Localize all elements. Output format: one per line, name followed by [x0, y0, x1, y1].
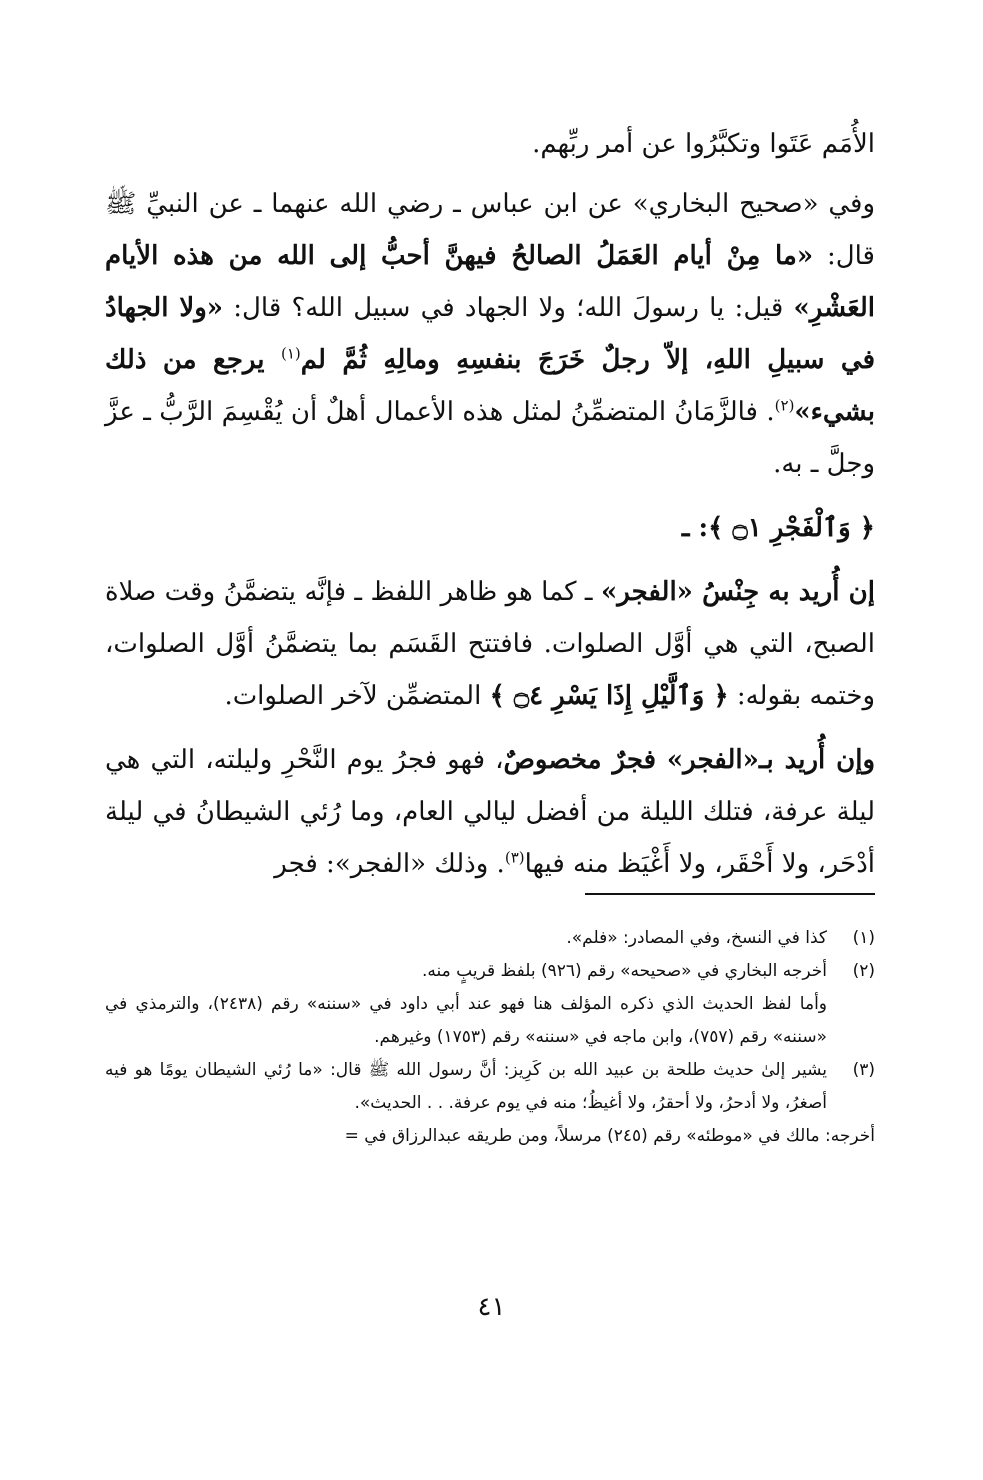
p2-text-f: . فالزَّمَانُ المتضمِّنُ لمثل هذه الأعمال أهلٌ أن يُقْسِمَ الرَّبُّ ـ عزَّ وجلَّ ـ به. [105, 397, 875, 479]
hadith-quote-1: «ما مِنْ أيام العَمَلُ الصالحُ فيهنَّ أحبُّ إلى الله من هذه الأيام العَشْرِ» [105, 241, 875, 323]
footnote-ref-1[interactable]: (١) [280, 344, 301, 363]
footnote-3 [105, 1054, 875, 1120]
footnote-number: (٢) [852, 961, 875, 981]
footnote-text: كذا في النسخ، وفي المصادر: «فلم». [566, 928, 827, 948]
main-text [105, 118, 875, 902]
p3-text-d: المتضمِّن لآخر الصلوات. [224, 681, 490, 711]
p4-text-c: . وذلك «الفجر»: فجر [274, 849, 505, 879]
footnote-number: (١) [852, 928, 875, 948]
footnote-text: يشير إلىٰ حديث طلحة بن عبيد الله بن كَرِيز: أنَّ رسول الله ﷺ قال: «ما رُئي الشيطان يومًا هو فيه أصغرُ، ولا أدحرُ، ولا أحقرُ، ولا أغيظُ؛ منه في يوم عرفة. . . الحديث». [105, 1060, 827, 1113]
ayah-inline: ﴿ وَٱلَّيْلِ إِذَا يَسْرِ ۝٤ ﴾ [489, 681, 729, 711]
p2-text-a: وفي «صحيح البخاري» عن ابن عباس ـ رضي الله عنهما ـ عن النبيِّ ﷺ قال: [105, 189, 876, 271]
page-number: ٤١ [477, 1292, 506, 1322]
p3-text-b: ـ كما هو ظاهر اللفظ ـ فإنَّه يتضمَّنُ وقت صلاة الصبح، التي هي أوَّل الصلوات. فافتتح القَسَم بما يتضمَّنُ أوَّل الصلوات، وختمه بقوله: [105, 577, 875, 711]
footnote-ref-2[interactable]: (٢) [774, 396, 795, 415]
footnote-3-continued: أخرجه: مالك في «موطئه» رقم (٢٤٥) مرسلاً، ومن طريقه عبدالرزاق في = [344, 1126, 875, 1146]
hadith-quote-3: يرجع من ذلك بشيء» [105, 345, 875, 427]
p3-lead: إن أُريد به جِنْسُ «الفجر» [600, 577, 876, 607]
ayah-text: ﴿ وَٱلْفَجْرِ ۝١ ﴾: ـ [681, 513, 875, 543]
p4-text-b: ، فهو فجرُ يوم النَّحْرِ وليلته، التي هي ليلة عرفة، فتلك الليلة من أفضل ليالي العام، وما رُئي الشيطانُ في ليلة أدْحَر، ولا أَحْقَر، ولا أَغْيَظ منه فيها [105, 745, 875, 879]
ayah-heading [105, 502, 875, 554]
footnote-1 [105, 922, 875, 955]
paragraph-3 [105, 566, 875, 722]
footnote-2-continued: وأما لفظ الحديث الذي ذكره المؤلف هنا فهو عند أبي داود في «سننه» رقم (٢٤٣٨)، والترمذي في «سننه» رقم (٧٥٧)، وابن ماجه في «سننه» رقم (١٧٥٣) وغيرهم. [105, 994, 828, 1047]
footnote-text: أخرجه البخاري في «صحيحه» رقم (٩٢٦) بلفظ قريبٍ منه. [422, 961, 827, 981]
hadith-quote-2: «ولا الجهادُ في سبيلِ اللهِ، إلاّ رجلٌ خَرَجَ بنفسِهِ ومالِهِ ثُمَّ لم [105, 293, 876, 375]
paragraph-4 [105, 734, 875, 890]
p4-lead: وإن أُريد بـ«الفجر» فجرٌ مخصوصٌ [503, 745, 875, 775]
footnotes [105, 922, 875, 1153]
footnote-divider [585, 893, 875, 895]
paragraph-2 [105, 178, 875, 490]
footnote-ref-3[interactable]: (٣) [504, 848, 525, 867]
footnote-number: (٣) [852, 1060, 875, 1080]
p2-text-c: قيل: يا رسولَ الله؛ ولا الجهاد في سبيل الله؟ قال: [223, 293, 794, 323]
footnote-2 [105, 955, 875, 988]
paragraph-1: الأُمَم عَتَوا وتكبَّرُوا عن أمر ربِّهم. [532, 129, 875, 159]
